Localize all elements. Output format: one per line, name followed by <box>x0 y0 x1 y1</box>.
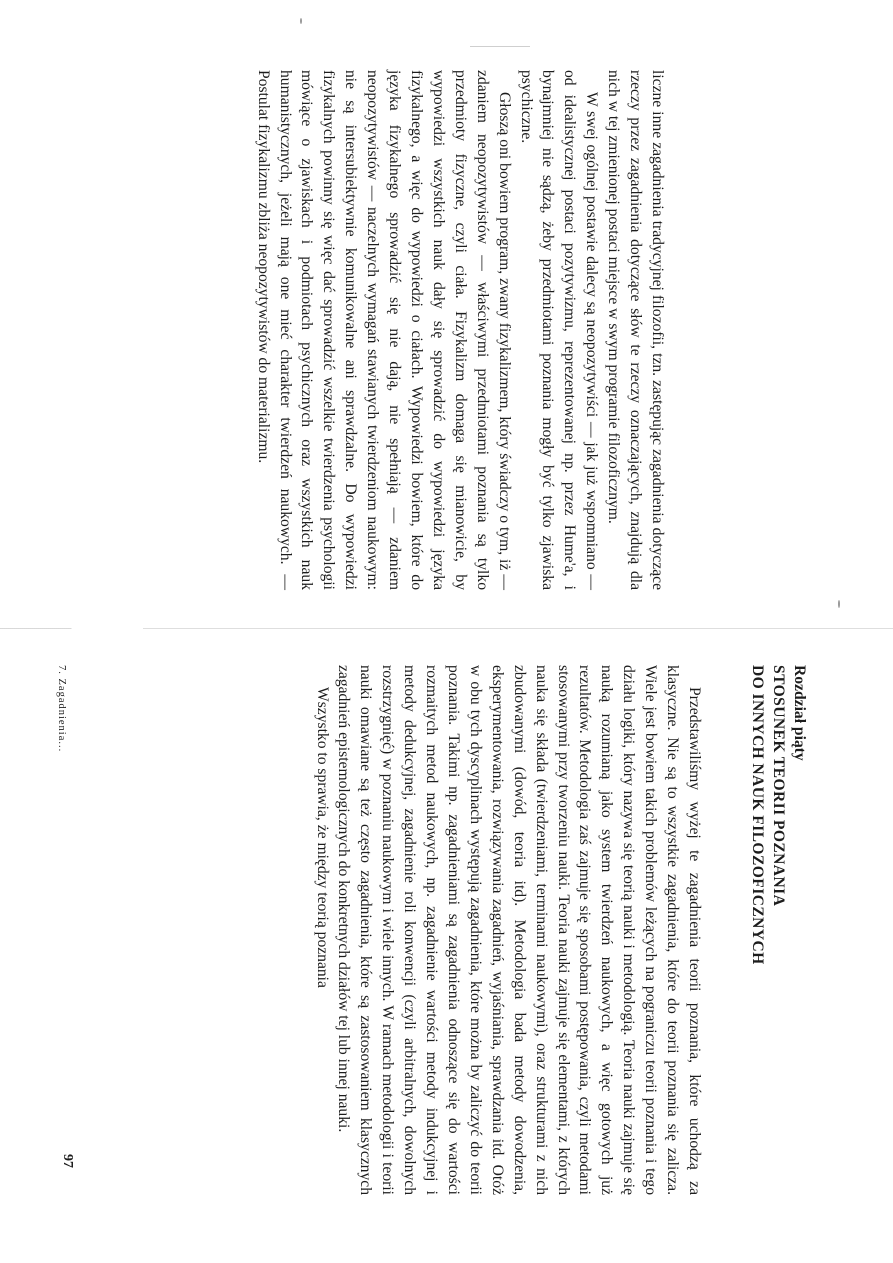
scan-speck <box>838 600 840 608</box>
top-paragraph-1: liczne inne zagadnienia tradycyjnej filozofii, tzn. zastępując zagadnienia dotyczące rzeczy przez zagadnienia dotyczące słów te rzeczy oznaczających, znajdują dla nich w tej zmienionej postaci miejsce w swym programie filozoficznym. <box>605 70 666 590</box>
top-paragraph-3: Głoszą oni bowiem program, zwany fizykalizmem, który świadczy o tym, iż — zdaniem neopozytywistów — właściwymi przedmiotami poznania są tylko przedmioty fizyczne, czyli ciała. Fizykalizm domaga się mianowicie, by wypowiedzi wszystkich nauk dały się sprowadzić do wypowiedzi języka fizykalnego, a więc do wypowiedzi o ciałach. Wypowiedzi bowiem, które do języka fizykalnego sprowadzić się nie dają, nie spełniają — zdaniem neopozytywistów — naczelnych wymagań stawianych twierdzeniom naukowym: nie są intersubiektywnie komunikowalne ani sprawdzalne. Do wypowiedzi fizykalnych powinny się więc dać sprowadzić wszelkie twierdzenia psychologii mówiące o zjawiskach i podmiotach psychicznych oraz wszystkich nauk humanistycznych, jeżeli mają one mieć charakter twierdzeń naukowych. — Postulat fizykalizmu zbliża neopozytywistów do materializmu. <box>254 70 513 590</box>
scan-speck <box>470 46 530 47</box>
top-text-column <box>254 70 668 590</box>
bottom-paragraph-1: Przedstawiliśmy wyżej te zagadnienia teorii poznania, które uchodzą za klasyczne. Nie są to wszystkie zagadnienia, które do teorii poznania się zalicza. Wiele jest bowiem takich problemów leżących na pograniczu teorii poznania i tego działu logiki, który nazywa się teorią nauki i metodologią. Teoria nauki zajmuje się nauką rozumianą jako system twierdzeń naukowych, a więc gotowych już rezultatów. Metodologia zaś zajmuje się sposobami postępowania, czyli metodami stosowanymi przy tworzeniu nauki. Teoria nauki zajmuje się elementami, z których nauka się składa (twierdzeniami, terminami naukowymi), oraz strukturami z nich zbudowanymi (dowód, teoria itd). Metodologia bada metody dowodzenia, eksperymentowania, rozwiązywania zagadnień, wyjaśniania, sprawdzania itd. Otóż w obu tych dyscyplinach występują zagadnienia, które można by zaliczyć do teorii poznania. Takimi np. zagadnieniami są zagadnienia odnoszące się do wartości rozmaitych metod naukowych, np. zagadnienie wartości metody indukcyjnej i metody dedukcyjnej, zagadnienie roli konwencji (czyli arbitralnych, dowolnych rozstrzygnięć) w poznaniu naukowym i wiele innych. W ramach metodologii i teorii nauki omawiane są też często zagadnienia, które są zastosowaniem klasycznych zagadnień epistemologicznych do konkretnych działów tej lub innej nauki. <box>335 665 703 1195</box>
bottom-text-column <box>175 665 810 1195</box>
scan-speck <box>300 18 302 24</box>
top-paragraph-2: W swej ogólnej postawie dalecy są neopozytywiści — jak już wspomniano — od idealistycznej postaci pozytywizmu, reprezentowanej np. przez Hume'a, i bynajmniej nie sądzą, żeby przedmiotami poznania mogły być tylko zjawiska psychiczne. <box>517 70 601 590</box>
page-number: 97 <box>60 1154 75 1168</box>
chapter-title-line-2: DO INNYCH NAUK FILOZOFICZNYCH <box>749 665 766 965</box>
chapter-title-line-1: STOSUNEK TEORII POZNANIA <box>770 665 787 907</box>
footnote: 7. Zagadnienia... <box>56 665 67 753</box>
page-fold-line <box>0 628 893 629</box>
chapter-label: Rozdział piąty <box>791 665 808 761</box>
bottom-paragraph-2: Wszystko to sprawia, że między teorią poznania <box>313 687 331 988</box>
